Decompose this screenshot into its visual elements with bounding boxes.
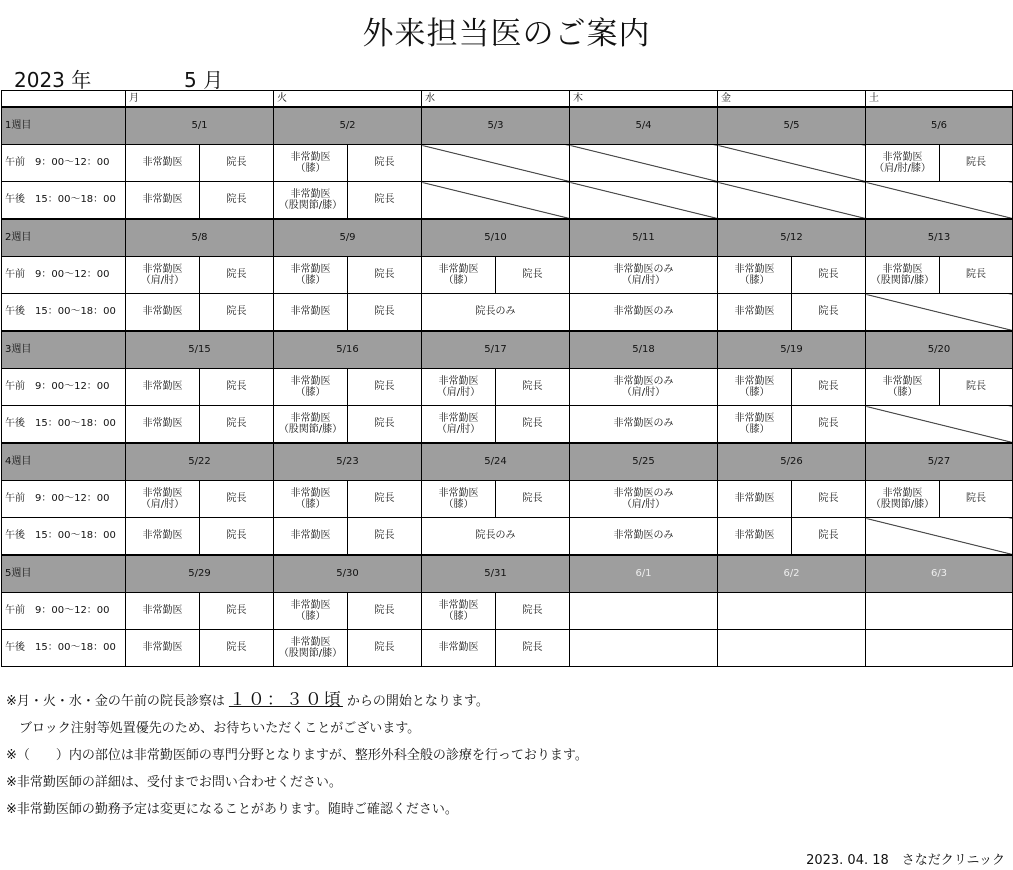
note-text: ※月・火・水・金の午前の院長診察は: [6, 694, 225, 709]
closed-cell: [422, 182, 570, 220]
doctor-cell: 非常勤医 （肩/肘）: [126, 481, 200, 518]
date-cell: 5/29: [126, 555, 274, 593]
doctor-cell: 非常勤医 （膝）: [718, 406, 792, 444]
empty-cell: [570, 630, 718, 667]
full-cell: 非常勤医のみ: [570, 406, 718, 444]
director-cell: 院長: [200, 593, 274, 630]
doctor-cell: 非常勤医: [126, 518, 200, 556]
afternoon-row: [2, 294, 1013, 332]
date-cell: 5/1: [126, 107, 274, 145]
director-cell: 院長: [348, 406, 422, 444]
full-cell: 非常勤医のみ: [570, 294, 718, 332]
full-cell: 院長のみ: [422, 518, 570, 556]
date-cell: 5/9: [274, 219, 422, 257]
morning-hours-label: 午前 9：00～12：00: [2, 481, 126, 518]
doctor-cell: 非常勤医: [422, 630, 496, 667]
doctor-cell: 非常勤医: [274, 294, 348, 332]
doctor-cell: 非常勤医: [126, 630, 200, 667]
closed-cell: [718, 182, 866, 220]
director-cell: 院長: [496, 406, 570, 444]
closed-cell: [866, 182, 1013, 220]
closed-cell: [866, 518, 1013, 556]
date-cell: 5/19: [718, 331, 866, 369]
director-cell: 院長: [940, 369, 1013, 406]
doctor-cell: 非常勤医 （膝）: [866, 369, 940, 406]
doctor-cell: 非常勤医: [718, 294, 792, 332]
director-cell: 院長: [200, 294, 274, 332]
director-cell: 院長: [348, 369, 422, 406]
closed-cell: [570, 145, 718, 182]
week-label: 2週目: [2, 219, 126, 257]
empty-cell: [570, 593, 718, 630]
doctor-cell: 非常勤医 （膝）: [274, 481, 348, 518]
month-label: 5 月: [184, 68, 224, 92]
date-cell: 5/31: [422, 555, 570, 593]
note-line: ブロック注射等処置優先のため、お待ちいただくことがございます。: [6, 721, 421, 736]
director-cell: 院長: [348, 294, 422, 332]
weekday-header: 土: [866, 91, 1013, 108]
date-cell: 5/4: [570, 107, 718, 145]
date-cell: 5/8: [126, 219, 274, 257]
empty-cell: [866, 593, 1013, 630]
note-line: [6, 687, 588, 715]
date-cell: 5/25: [570, 443, 718, 481]
afternoon-row: [2, 630, 1013, 667]
director-cell: 院長: [200, 406, 274, 444]
date-cell: 5/17: [422, 331, 570, 369]
morning-hours-label: 午前 9：00～12：00: [2, 145, 126, 182]
full-cell: 非常勤医のみ （肩/肘）: [570, 369, 718, 406]
afternoon-hours-label: 午後 15：00～18：00: [2, 630, 126, 667]
morning-row: [2, 257, 1013, 294]
weekday-header: 水: [422, 91, 570, 108]
date-cell: 5/24: [422, 443, 570, 481]
afternoon-row: [2, 518, 1013, 556]
afternoon-row: [2, 182, 1013, 220]
director-cell: 院長: [200, 481, 274, 518]
doctor-cell: 非常勤医 （膝）: [274, 257, 348, 294]
doctor-cell: 非常勤医 （肩/肘）: [422, 369, 496, 406]
date-cell: 6/3: [866, 555, 1013, 593]
doctor-cell: 非常勤医 （股関節/膝）: [274, 182, 348, 220]
director-cell: 院長: [348, 630, 422, 667]
doctor-cell: 非常勤医 （肩/肘）: [126, 257, 200, 294]
date-cell: 5/30: [274, 555, 422, 593]
empty-cell: [866, 630, 1013, 667]
doctor-cell: 非常勤医: [126, 406, 200, 444]
empty-cell: [718, 630, 866, 667]
date-cell: 6/1: [570, 555, 718, 593]
doctor-cell: 非常勤医: [718, 481, 792, 518]
weekday-header: 木: [570, 91, 718, 108]
closed-cell: [570, 182, 718, 220]
director-cell: 院長: [940, 145, 1013, 182]
doctor-cell: 非常勤医 （膝）: [422, 481, 496, 518]
director-cell: 院長: [200, 518, 274, 556]
week-row: [2, 107, 1013, 145]
afternoon-hours-label: 午後 15：00～18：00: [2, 406, 126, 444]
week-row: [2, 219, 1013, 257]
director-cell: 院長: [348, 518, 422, 556]
doctor-cell: 非常勤医: [274, 518, 348, 556]
director-cell: 院長: [792, 481, 866, 518]
doctor-cell: 非常勤医 （膝）: [718, 369, 792, 406]
schedule-table: [1, 90, 1013, 667]
director-cell: 院長: [496, 630, 570, 667]
director-cell: 院長: [496, 481, 570, 518]
director-cell: 院長: [496, 593, 570, 630]
date-cell: 5/22: [126, 443, 274, 481]
afternoon-hours-label: 午後 15：00～18：00: [2, 294, 126, 332]
morning-row: [2, 369, 1013, 406]
week-label: 5週目: [2, 555, 126, 593]
date-cell: 5/6: [866, 107, 1013, 145]
director-cell: 院長: [496, 257, 570, 294]
header-corner: [2, 91, 126, 108]
doctor-cell: 非常勤医 （股関節/膝）: [866, 257, 940, 294]
doctor-cell: 非常勤医: [126, 593, 200, 630]
director-cell: 院長: [348, 481, 422, 518]
doctor-cell: 非常勤医: [126, 182, 200, 220]
doctor-cell: 非常勤医: [126, 145, 200, 182]
week-row: [2, 555, 1013, 593]
date-cell: 5/11: [570, 219, 718, 257]
afternoon-hours-label: 午後 15：00～18：00: [2, 518, 126, 556]
morning-hours-label: 午前 9：00～12：00: [2, 369, 126, 406]
director-cell: 院長: [348, 145, 422, 182]
director-cell: 院長: [792, 369, 866, 406]
notes: [6, 687, 588, 823]
doctor-cell: 非常勤医 （股関節/膝）: [866, 481, 940, 518]
date-cell: 5/12: [718, 219, 866, 257]
doctor-cell: 非常勤医: [126, 294, 200, 332]
year-label: 2023 年: [14, 68, 92, 92]
weekday-header-row: [2, 91, 1013, 108]
morning-row: [2, 593, 1013, 630]
closed-cell: [866, 406, 1013, 444]
doctor-cell: 非常勤医: [126, 369, 200, 406]
full-cell: 非常勤医のみ （肩/肘）: [570, 257, 718, 294]
doctor-cell: 非常勤医 （膝）: [274, 369, 348, 406]
note-line: ※（ ）内の部位は非常勤医師の専門分野となりますが、整形外科全般の診療を行っております。: [6, 748, 588, 763]
date-cell: 5/10: [422, 219, 570, 257]
date-cell: 6/2: [718, 555, 866, 593]
week-label: 1週目: [2, 107, 126, 145]
director-cell: 院長: [792, 406, 866, 444]
date-cell: 5/18: [570, 331, 718, 369]
morning-hours-label: 午前 9：00～12：00: [2, 593, 126, 630]
doctor-cell: 非常勤医 （肩/肘）: [422, 406, 496, 444]
director-cell: 院長: [348, 593, 422, 630]
morning-row: [2, 145, 1013, 182]
director-cell: 院長: [348, 257, 422, 294]
director-cell: 院長: [200, 182, 274, 220]
doctor-cell: 非常勤医: [718, 518, 792, 556]
date-cell: 5/16: [274, 331, 422, 369]
doctor-cell: 非常勤医 （膝）: [274, 593, 348, 630]
weekday-header: 火: [274, 91, 422, 108]
date-cell: 5/26: [718, 443, 866, 481]
note-text: からの開始となります。: [346, 694, 489, 709]
week-label: 3週目: [2, 331, 126, 369]
director-cell: 院長: [496, 369, 570, 406]
note-time-highlight: １０：３０頃: [228, 690, 343, 710]
afternoon-row: [2, 406, 1013, 444]
weekday-header: 金: [718, 91, 866, 108]
doctor-cell: 非常勤医 （膝）: [422, 593, 496, 630]
footer-date-clinic: 2023. 04. 18 さなだクリニック: [806, 853, 1005, 868]
doctor-cell: 非常勤医 （肩/肘/膝）: [866, 145, 940, 182]
full-cell: 非常勤医のみ （肩/肘）: [570, 481, 718, 518]
full-cell: 院長のみ: [422, 294, 570, 332]
director-cell: 院長: [200, 630, 274, 667]
date-cell: 5/20: [866, 331, 1013, 369]
date-cell: 5/15: [126, 331, 274, 369]
date-cell: 5/13: [866, 219, 1013, 257]
date-cell: 5/5: [718, 107, 866, 145]
morning-row: [2, 481, 1013, 518]
closed-cell: [866, 294, 1013, 332]
week-label: 4週目: [2, 443, 126, 481]
director-cell: 院長: [940, 257, 1013, 294]
weekday-header: 月: [126, 91, 274, 108]
morning-hours-label: 午前 9：00～12：00: [2, 257, 126, 294]
director-cell: 院長: [792, 257, 866, 294]
doctor-cell: 非常勤医 （膝）: [422, 257, 496, 294]
week-row: [2, 331, 1013, 369]
date-cell: 5/2: [274, 107, 422, 145]
doctor-cell: 非常勤医 （股関節/膝）: [274, 406, 348, 444]
note-line: ※非常勤医師の詳細は、受付までお問い合わせください。: [6, 775, 342, 790]
page-title: 外来担当医のご案内: [362, 16, 651, 52]
director-cell: 院長: [200, 369, 274, 406]
director-cell: 院長: [792, 294, 866, 332]
week-row: [2, 443, 1013, 481]
empty-cell: [718, 593, 866, 630]
date-cell: 5/23: [274, 443, 422, 481]
director-cell: 院長: [200, 257, 274, 294]
date-cell: 5/27: [866, 443, 1013, 481]
director-cell: 院長: [348, 182, 422, 220]
closed-cell: [718, 145, 866, 182]
date-cell: 5/3: [422, 107, 570, 145]
doctor-cell: 非常勤医 （股関節/膝）: [274, 630, 348, 667]
schedule-body: [2, 91, 1013, 667]
full-cell: 非常勤医のみ: [570, 518, 718, 556]
director-cell: 院長: [792, 518, 866, 556]
director-cell: 院長: [200, 145, 274, 182]
note-line: ※非常勤医師の勤務予定は変更になることがあります。随時ご確認ください。: [6, 802, 458, 817]
closed-cell: [422, 145, 570, 182]
afternoon-hours-label: 午後 15：00～18：00: [2, 182, 126, 220]
doctor-cell: 非常勤医 （膝）: [274, 145, 348, 182]
doctor-cell: 非常勤医 （膝）: [718, 257, 792, 294]
director-cell: 院長: [940, 481, 1013, 518]
